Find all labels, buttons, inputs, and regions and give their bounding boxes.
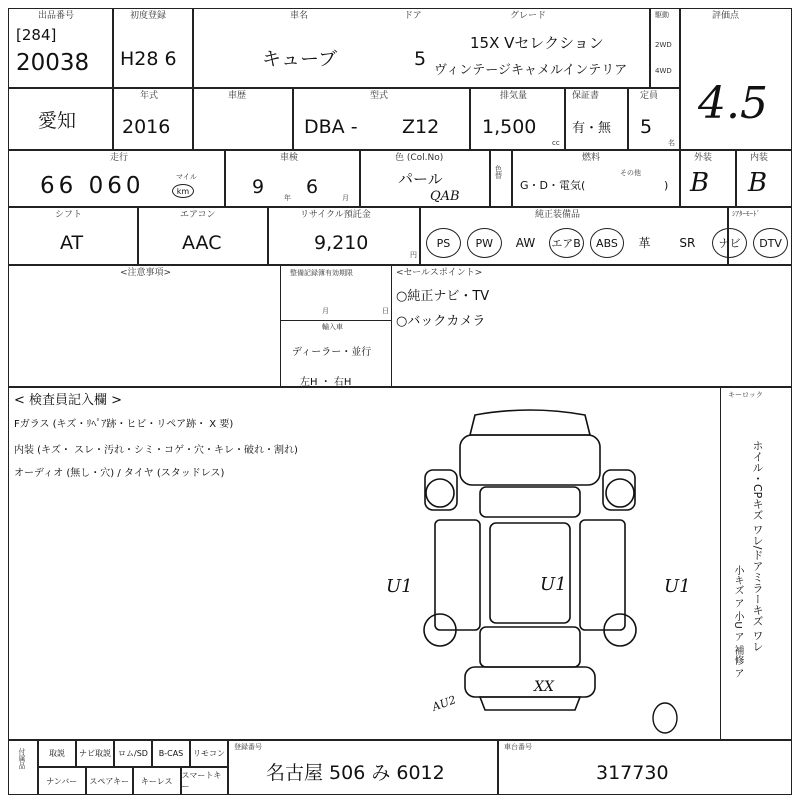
aircon-value: AAC [182,232,222,254]
inspector-line1: Fガラス (キズ・ﾘﾍﾟｱ跡・ヒビ・リペア跡・ X 要) [14,419,234,430]
front-right-fender [603,470,635,510]
warranty-value: 有・無 [572,121,612,136]
label-grade: グレード [510,11,547,21]
front-left-wheel [426,479,454,507]
front-left-fender [425,470,457,510]
chassis-value: 317730 [596,762,669,784]
lot-number: 20038 [16,50,90,76]
label-car-name: 車名 [290,11,309,21]
damage-mark-right: U1 [664,576,691,597]
key-label: キーロック [728,391,763,399]
score-value: 4.5 [698,78,768,129]
footer-side-label: 付属品 [18,748,26,769]
label-mileage: 走行 [110,153,129,163]
mileage-value: 66 060 [40,173,145,199]
label-chassis: 車台番号 [504,743,532,751]
trunk [465,667,595,697]
exterior-score: B [690,168,710,198]
rear-bumper [480,697,580,710]
spare-wheel-mark [650,700,680,736]
side-sub: 小キズ ア 小U ア 補修 ア [732,565,743,679]
fuel-close: ) [664,179,669,192]
drive-4wd: 4WD [655,67,672,75]
accessory-row-2 [38,767,228,795]
label-displacement: 排気量 [500,91,528,101]
accessory-1: ナビ取説 [76,740,114,767]
model-prefix: DBA - [304,116,358,138]
front-bumper [470,410,590,435]
label-equipment: 純正装備品 [535,210,581,220]
fuel-value: G・D・電気( [520,179,586,192]
damage-mark-corner: AU2 [430,693,458,714]
recycle-unit: 円 [410,251,417,259]
label-fuel: 燃料 [582,153,601,163]
car-diagram [420,405,640,725]
accessory-row-1 [38,740,228,767]
label-exhibit-no: 出品番号 [38,11,75,21]
inspect-month-unit: 月 [342,194,349,202]
label-maintenance: 整備記録簿有効期限 [290,269,353,277]
equipment-ps: PS [426,228,461,258]
label-drive: 駆動 [655,11,669,19]
color-change: 色替 [495,165,502,180]
drive-2wd: 2WD [655,41,672,49]
model-code: Z12 [402,116,440,138]
km-unit: km [172,184,194,198]
sales-point-2: ○バックカメラ [396,314,486,329]
inspector-title: < 検査員記入欄 > [14,393,123,408]
equipment-aw: AW [515,236,536,250]
color-code: QAB [430,189,460,204]
steering-value: 左H ・ 右H [300,377,352,388]
recycle-value: 9,210 [314,232,369,254]
equipment-ナビ: ナビ [712,228,747,258]
grade-line1: 15X Vセレクション [470,34,604,52]
inspector-line2: 内装 (キズ・ スレ・汚れ・シミ・コゲ・穴・キレ・破れ・割れ) [14,445,298,456]
day-unit: 日 [382,307,389,315]
label-theater: ｼｱﾀｰﾓｰﾄﾞ [732,210,760,218]
label-recycle: リサイクル預託金 [300,210,371,220]
sales-point-1: ○純正ナビ・TV [396,289,490,304]
cc-unit: cc [552,139,560,147]
capacity-value: 5 [640,116,653,138]
label-notes: <注意事項> [120,268,172,278]
hood [460,435,600,485]
inspect-month-label: 9 [252,176,265,198]
mile-unit: マイル [176,173,197,181]
maintenance-divider [280,320,392,321]
label-sales: <セールスポイント> [396,268,483,278]
displacement-value: 1,500 [482,116,537,138]
equipment-abs: ABS [590,228,625,258]
front-right-wheel [606,479,634,507]
year-value: 2016 [122,116,171,138]
label-capacity: 定員 [640,91,659,101]
accessory-4: リモコン [190,740,228,767]
grade-line2: ヴィンテージキャメルインテリア [434,63,628,78]
inspect-year-unit: 年 [284,194,291,202]
rear-window [480,627,580,667]
roof [490,523,570,623]
damage-mark-left: U1 [386,576,413,597]
label-exterior: 外装 [694,153,713,163]
import-value: ディーラー・並行 [292,347,372,358]
shift-value: AT [60,232,84,254]
label-aircon: エアコン [180,210,216,220]
car-name-value: キューブ [262,48,338,70]
label-plate: 登録番号 [234,743,262,751]
fuel-other: その他 [620,169,641,177]
equipment-エアb: エアB [549,228,584,258]
label-doors: ドア [404,11,422,21]
equipment-sr: SR [679,236,696,250]
label-inspection: 車検 [280,153,299,163]
first-reg-value: H28 6 [120,48,177,70]
accessory-3: B-CAS [152,740,190,767]
accessory-2: ロム/SD [114,740,152,767]
region-value: 愛知 [38,110,77,132]
inspector-line3: オーディオ (無し・穴) / タイヤ (スタッドレス) [14,468,225,479]
damage-mark-rear: XX [534,679,554,695]
equipment-革: 革 [638,236,651,250]
lot-code: [284] [16,26,57,44]
label-score: 評価点 [712,11,740,21]
color-value: パール [398,170,443,188]
interior-score: B [748,168,768,198]
doors-value: 5 [414,48,427,70]
label-year: 年式 [140,91,159,101]
month-unit: 月 [322,307,329,315]
label-first-reg: 初度登録 [130,11,167,21]
label-history: 車歴 [228,91,247,101]
label-warranty: 保証書 [572,91,600,101]
windshield [480,487,580,517]
accessory-1: スペアキー [86,767,134,795]
plate-value: 名古屋 506 み 6012 [266,762,445,784]
accessory-3: スマートキー [181,767,229,795]
capacity-unit: 名 [668,139,675,147]
accessory-2: キーレス [133,767,181,795]
label-interior: 内装 [750,153,769,163]
side-note: ホイル・CPキズ ワレ/ドアミラーキズ ワレ [751,440,764,653]
inspect-value: 6 [306,176,319,198]
label-model: 型式 [370,91,389,101]
inspector-region [8,387,792,740]
damage-mark-center: U1 [540,574,567,595]
label-import: 輸入車 [322,323,343,331]
label-color: 色 (Col.No) [395,153,444,163]
accessory-0: ナンバー [38,767,86,795]
equipment-dtv: DTV [753,228,788,258]
accessory-0: 取説 [38,740,76,767]
equipment-pw: PW [467,228,502,258]
label-shift: シフト [55,210,83,220]
